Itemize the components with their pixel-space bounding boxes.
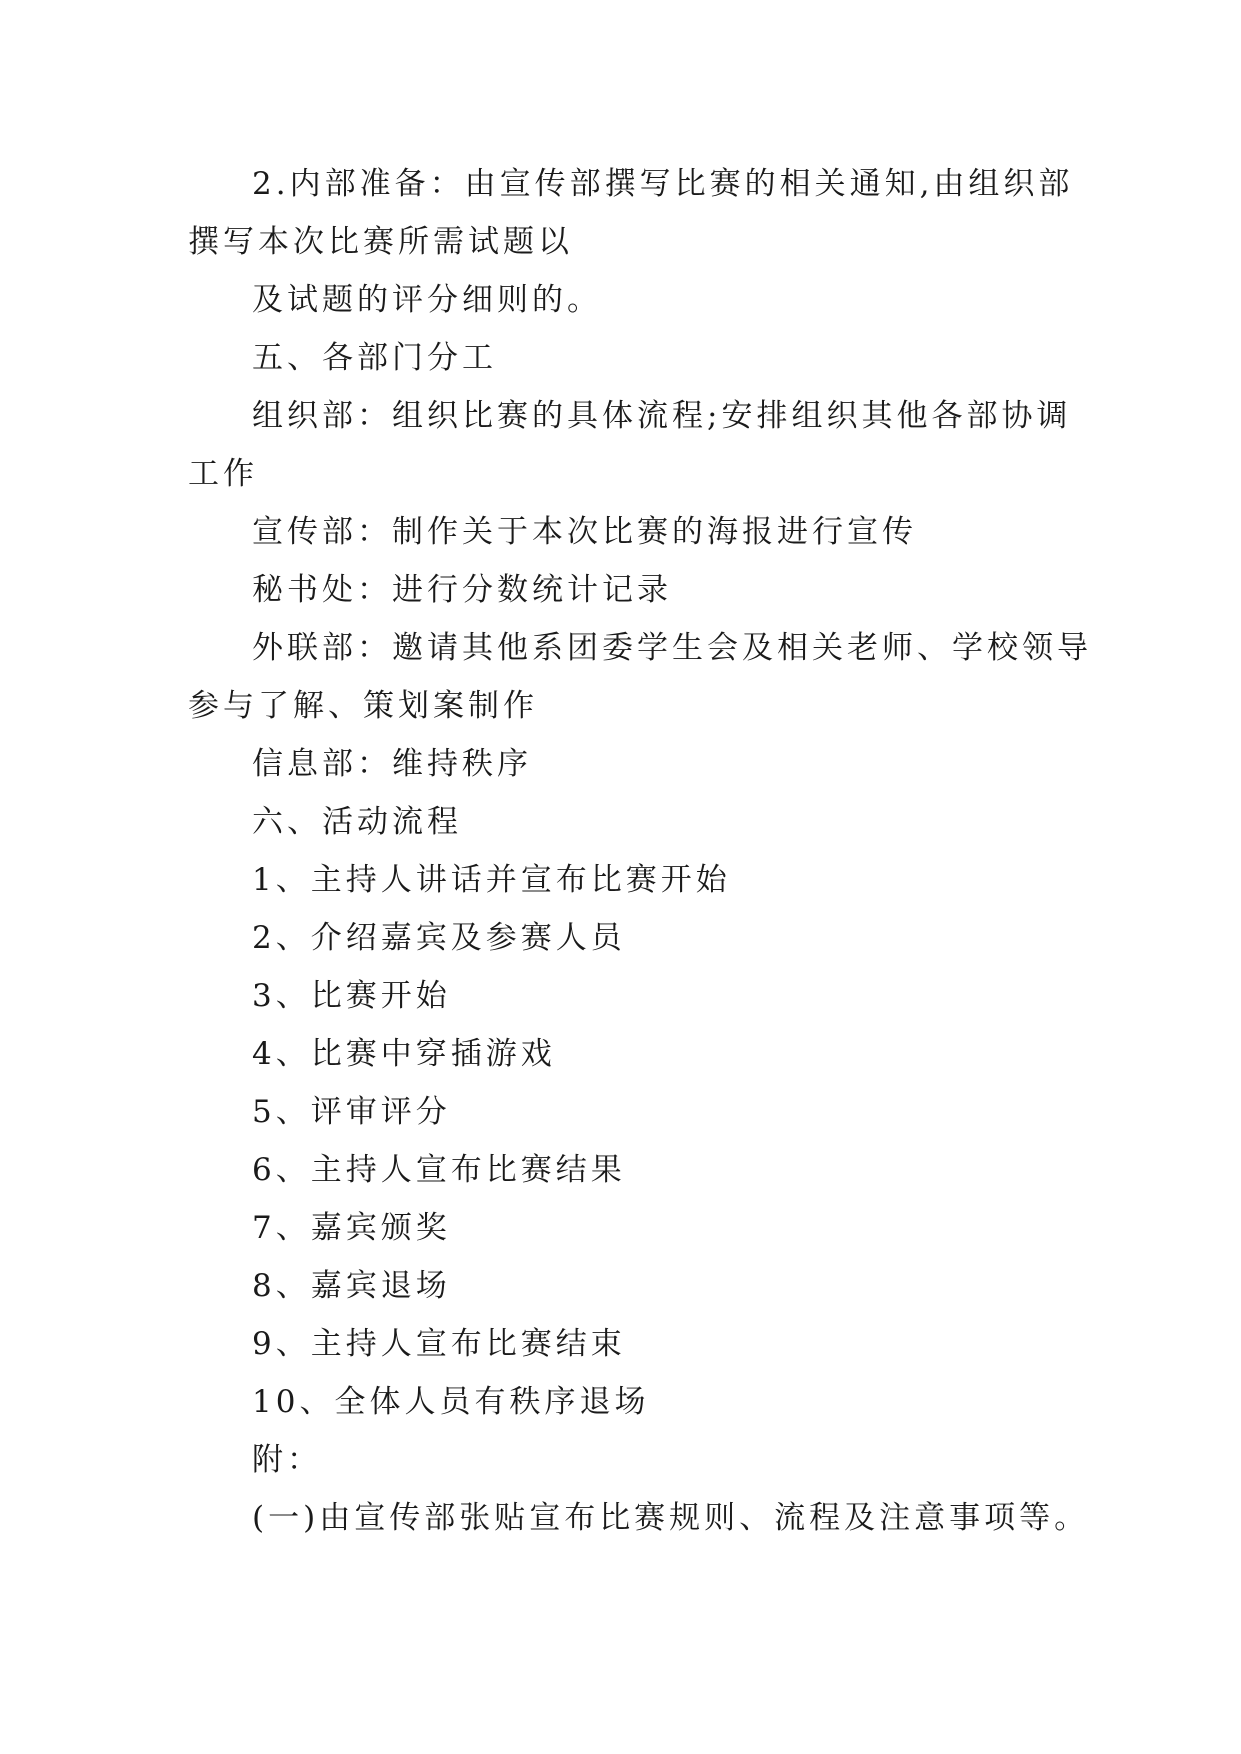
- list-item: 8、嘉宾退场: [252, 1268, 451, 1304]
- paragraph-publicity-dept: 宣传部：制作关于本次比赛的海报进行宣传: [252, 514, 917, 550]
- section-heading-division-of-labor: 五、各部门分工: [252, 340, 497, 376]
- list-item: 3、比赛开始: [252, 978, 451, 1014]
- appendix-heading: 附：: [252, 1442, 322, 1478]
- paragraph-organization-dept: 组织部：组织比赛的具体流程;安排组织其他各部协调: [252, 398, 1072, 434]
- document-body: [188, 155, 1092, 1547]
- paragraph-secretariat: 秘书处：进行分数统计记录: [252, 572, 672, 608]
- paragraph-liaison-dept: 外联部：邀请其他系团委学生会及相关老师、学校领导: [252, 630, 1092, 666]
- paragraph-internal-preparation-end: 及试题的评分细则的。: [252, 282, 602, 318]
- list-item: 6、主持人宣布比赛结果: [252, 1152, 626, 1188]
- list-item: 4、比赛中穿插游戏: [252, 1036, 556, 1072]
- list-item: 2、介绍嘉宾及参赛人员: [252, 920, 626, 956]
- section-heading-activity-process: 六、活动流程: [252, 804, 462, 840]
- list-item: 1、主持人讲话并宣布比赛开始: [252, 862, 731, 898]
- list-item: 5、评审评分: [252, 1094, 451, 1130]
- paragraph-internal-preparation-cont: 撰写本次比赛所需试题以: [188, 224, 573, 260]
- appendix-item: (一)由宣传部张贴宣布比赛规则、流程及注意事项等。: [252, 1500, 1090, 1536]
- list-item: 7、嘉宾颁奖: [252, 1210, 451, 1246]
- paragraph-liaison-dept-cont: 参与了解、策划案制作: [188, 688, 538, 724]
- list-item: 10、全体人员有秩序退场: [252, 1384, 650, 1420]
- paragraph-organization-dept-cont: 工作: [188, 456, 258, 492]
- paragraph-information-dept: 信息部：维持秩序: [252, 746, 532, 782]
- paragraph-internal-preparation: 2.内部准备：由宣传部撰写比赛的相关通知,由组织部: [252, 166, 1074, 202]
- list-item: 9、主持人宣布比赛结束: [252, 1326, 626, 1362]
